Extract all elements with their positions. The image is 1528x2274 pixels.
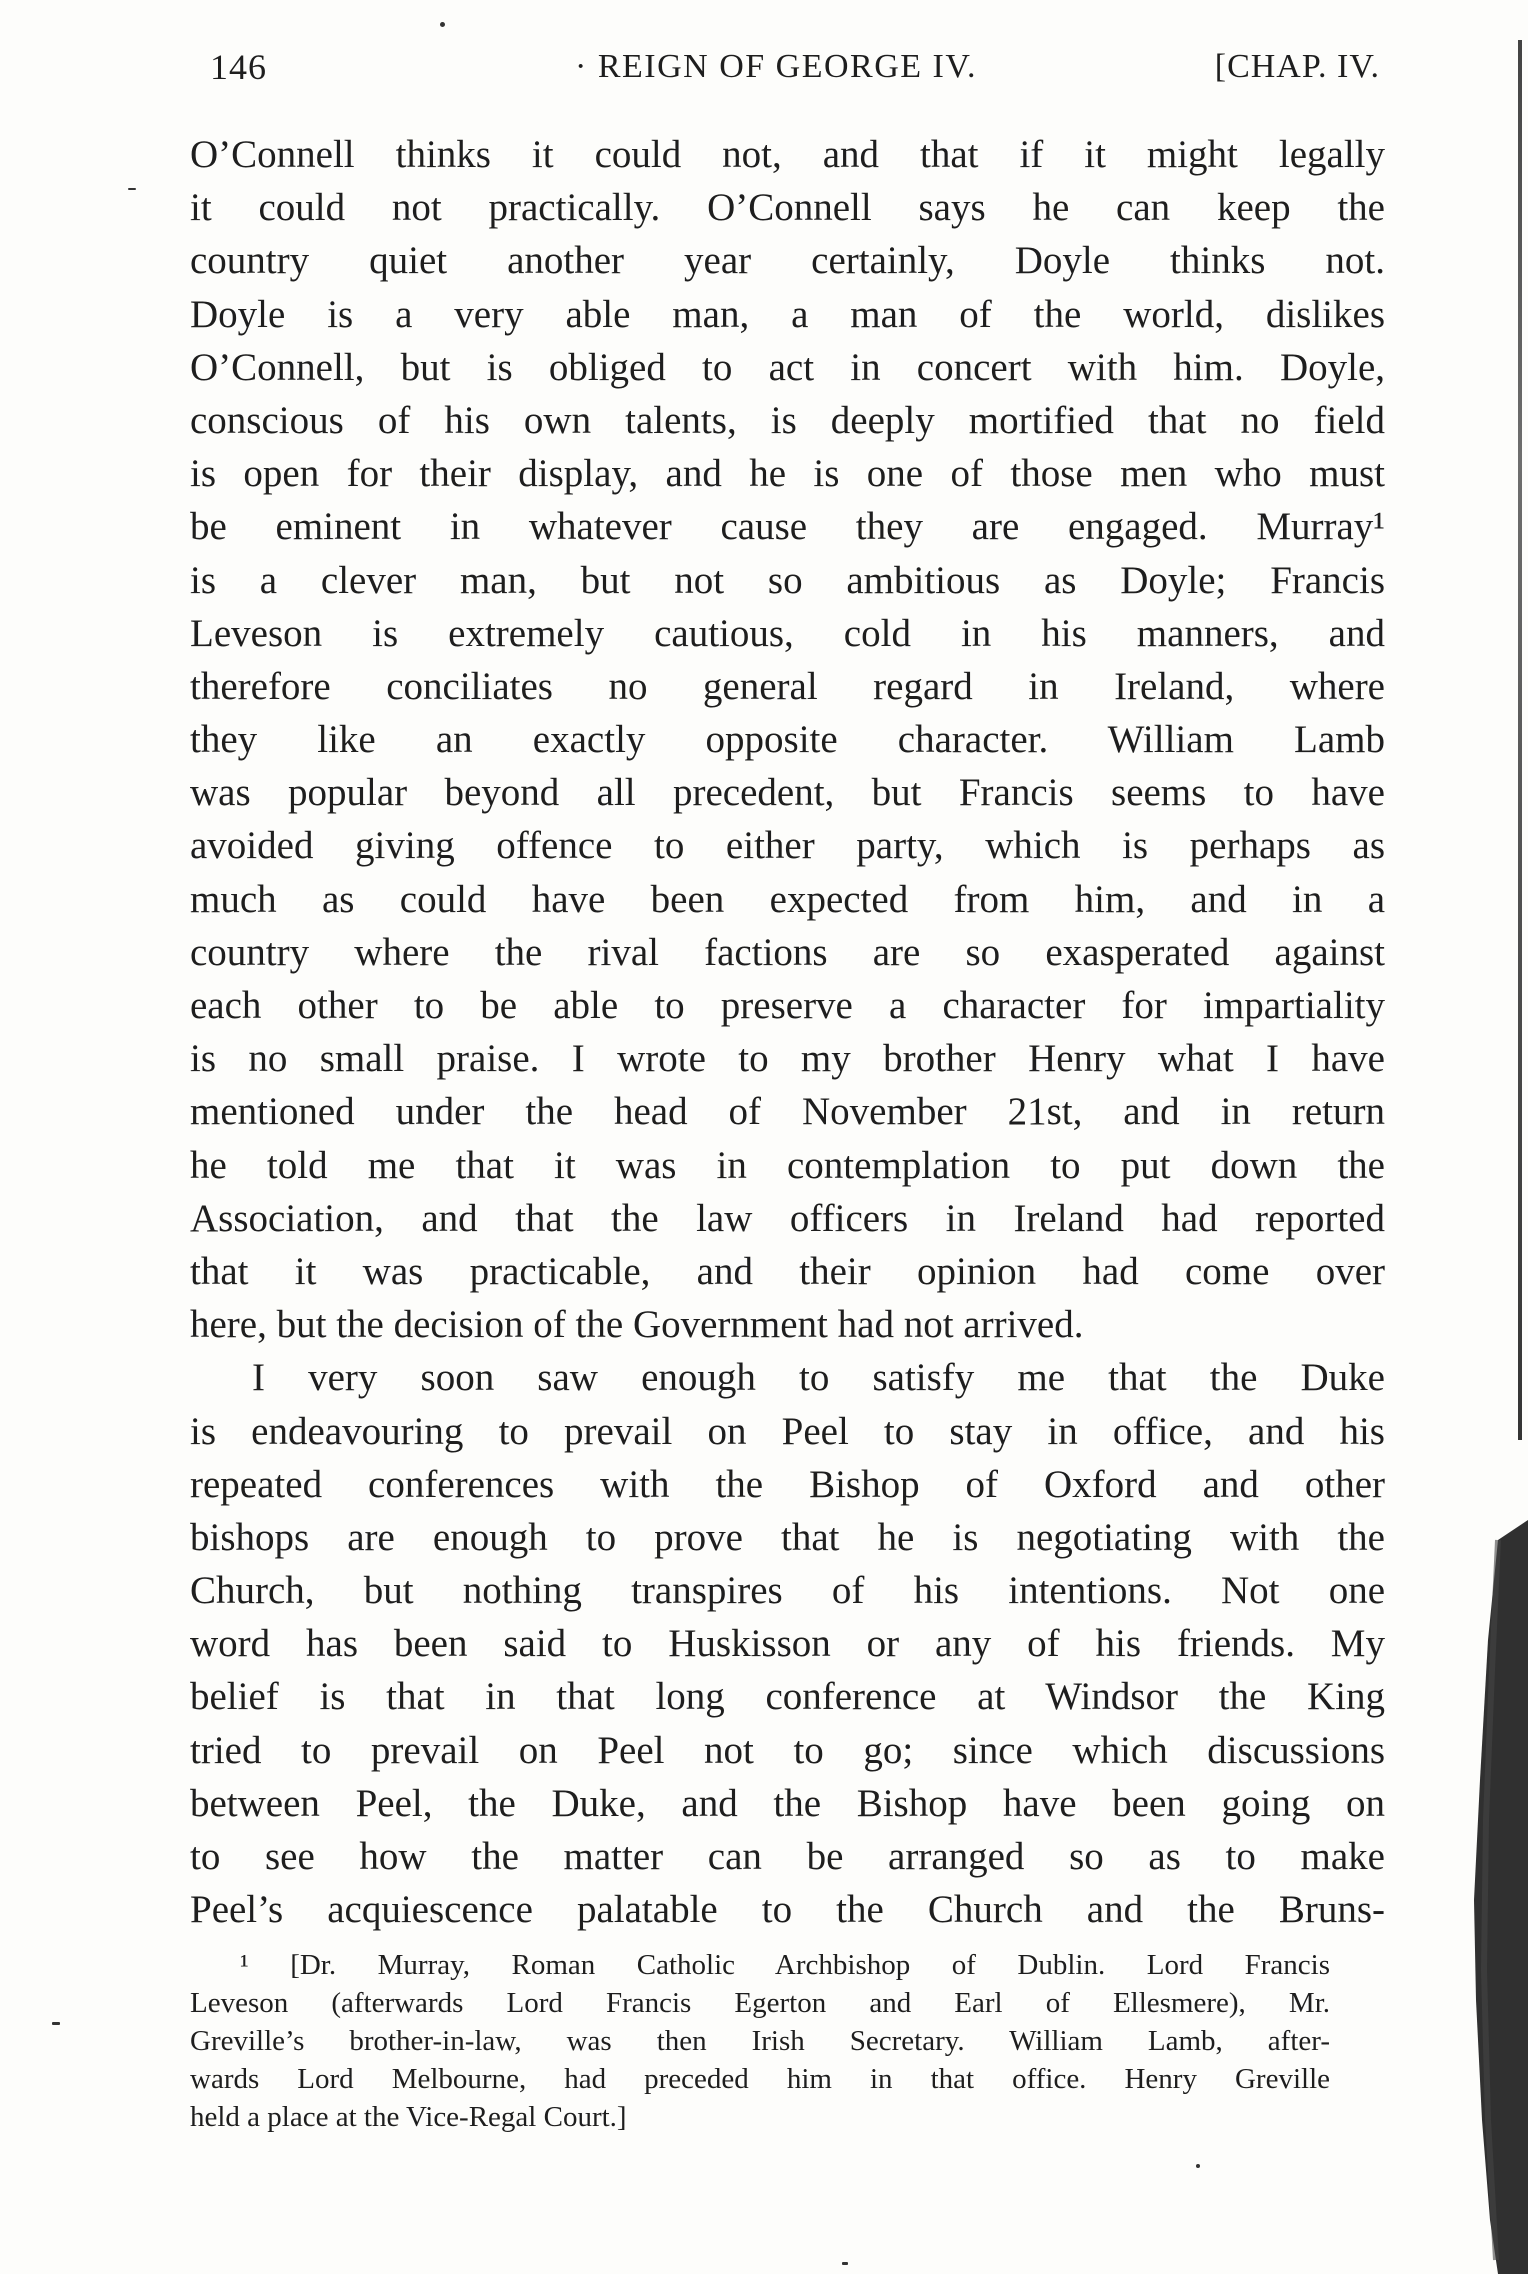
- body-line: is open for their display, and he is one of those men who must: [190, 452, 1385, 496]
- body-line: between Peel, the Duke, and the Bishop have been going on: [190, 1781, 1385, 1825]
- scan-edge-line: [1518, 40, 1522, 1440]
- body-line: country quiet another year certainly, Doyle thinks not.: [190, 239, 1385, 283]
- body-line: word has been said to Huskisson or any of his friends. My: [190, 1622, 1385, 1666]
- body-line: belief is that in that long conference at Windsor the King: [190, 1675, 1385, 1719]
- scan-speck: [52, 2022, 60, 2025]
- scan-speck: [842, 2262, 848, 2265]
- body-line: tried to prevail on Peel not to go; since which discussions: [190, 1728, 1385, 1772]
- scan-speck: [1196, 2164, 1200, 2168]
- body-line: O’Connell thinks it could not, and that if it might legally: [190, 133, 1385, 176]
- body-line: therefore conciliates no general regard in Ireland, where: [190, 664, 1385, 708]
- body-line: avoided giving offence to either party, which is perhaps as: [190, 824, 1385, 868]
- footnote: [190, 1946, 1330, 2136]
- scan-speck: [440, 22, 445, 27]
- footnote-line: Leveson (afterwards Lord Francis Egerton and Earl of Ellesmere), Mr.: [190, 1987, 1330, 2019]
- scan-speck: [128, 188, 136, 190]
- body-line: to see how the matter can be arranged so as to make: [190, 1835, 1385, 1878]
- body-line: Leveson is extremely cautious, cold in his manners, and: [190, 611, 1385, 655]
- body-line: Doyle is a very able man, a man of the world, dislikes: [190, 292, 1385, 336]
- body-line: each other to be able to preserve a character for impartiality: [190, 984, 1385, 1027]
- body-line: is no small praise. I wrote to my brother Henry what I have: [190, 1037, 1385, 1081]
- body-line: that it was practicable, and their opinion had come over: [190, 1249, 1385, 1293]
- scan-edge-shadow: [1418, 1520, 1528, 2274]
- body-line: conscious of his own talents, is deeply mortified that no field: [190, 398, 1385, 442]
- footnote-line: Greville’s brother-in-law, was then Irish Secretary. William Lamb, after-: [190, 2025, 1330, 2057]
- body-line: was popular beyond all precedent, but Francis seems to have: [190, 771, 1385, 815]
- body-line: is endeavouring to prevail on Peel to stay in office, and his: [190, 1409, 1385, 1453]
- body-line: is a clever man, but not so ambitious as Doyle; Francis: [190, 558, 1385, 602]
- running-header: [210, 46, 1380, 96]
- body-line: Church, but nothing transpires of his intentions. Not one: [190, 1569, 1385, 1613]
- body-line: much as could have been expected from him, and in a: [190, 877, 1385, 921]
- body-line: country where the rival factions are so exasperated against: [190, 930, 1385, 974]
- running-title: · REIGN OF GEORGE IV.: [575, 48, 978, 85]
- body-text: [190, 128, 1385, 1936]
- body-line: repeated conferences with the Bishop of Oxford and other: [190, 1462, 1385, 1506]
- footnote-line: held a place at the Vice-Regal Court.]: [190, 2101, 627, 2133]
- body-line: Peel’s acquiescence palatable to the Church and the Bruns-: [190, 1888, 1385, 1932]
- body-line: they like an exactly opposite character. William Lamb: [190, 718, 1385, 762]
- footnote-line: ¹ [Dr. Murray, Roman Catholic Archbishop of Dublin. Lord Francis: [240, 1949, 1330, 1981]
- body-line: it could not practically. O’Connell says he can keep the: [190, 186, 1385, 230]
- body-line: Association, and that the law officers in Ireland had reported: [190, 1196, 1385, 1240]
- paragraph-end-line: here, but the decision of the Government had not arrived.: [190, 1303, 1084, 1347]
- body-line: bishops are enough to prove that he is negotiating with the: [190, 1515, 1385, 1559]
- footnote-line: wards Lord Melbourne, had preceded him in that office. Henry Greville: [190, 2063, 1330, 2095]
- paragraph-start-line: I very soon saw enough to satisfy me that the Duke: [252, 1356, 1385, 1400]
- chapter-label: [CHAP. IV.: [1214, 48, 1380, 85]
- body-line: O’Connell, but is obliged to act in concert with him. Doyle,: [190, 345, 1385, 389]
- page-number: 146: [210, 47, 267, 87]
- body-line: he told me that it was in contemplation to put down the: [190, 1143, 1385, 1187]
- body-line: be eminent in whatever cause they are engaged. Murray¹: [190, 505, 1385, 549]
- body-line: mentioned under the head of November 21st, and in return: [190, 1090, 1385, 1134]
